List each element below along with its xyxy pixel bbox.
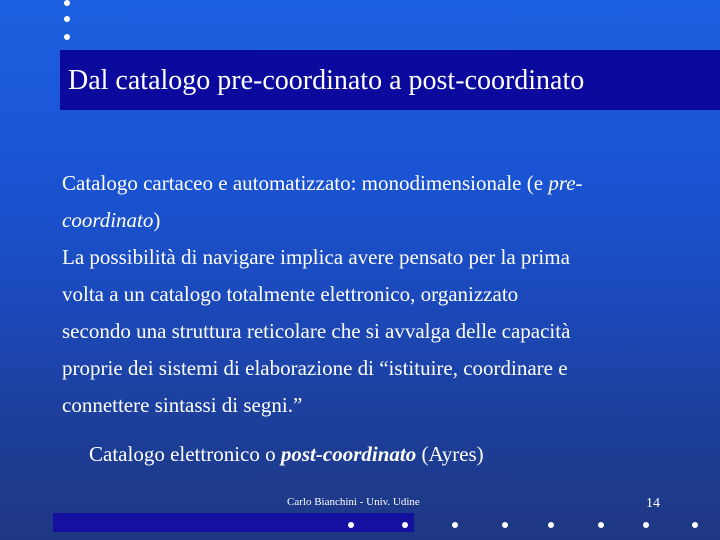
text-run-italic: pre- — [548, 171, 583, 195]
page-number: 14 — [646, 496, 660, 511]
paragraph-catalog-types — [62, 168, 692, 235]
decorative-dot — [402, 522, 408, 528]
decorative-dot — [598, 522, 604, 528]
text-run-bold-italic: post-coordinato — [280, 442, 417, 466]
paragraph-line: connettere sintassi di segni.” — [62, 393, 303, 417]
decorative-dot — [64, 16, 70, 22]
text-run: ) — [153, 208, 161, 232]
title-bar — [60, 50, 720, 110]
paragraph-line — [62, 205, 692, 235]
slide-body — [62, 168, 692, 427]
text-run-italic: coordinato — [62, 208, 154, 232]
paragraph-line: volta a un catalogo totalmente elettronico, organizzato — [62, 282, 519, 306]
decorative-dot — [64, 0, 70, 6]
footer-bar — [53, 513, 414, 532]
paragraph-line: secondo una struttura reticolare che si avvalga delle capacità — [62, 319, 571, 343]
slide-title: Dal catalogo pre-coordinato a post-coordinato — [68, 65, 585, 96]
decorative-dot — [643, 522, 649, 528]
paragraph-navigation — [62, 242, 692, 420]
decorative-dot — [502, 522, 508, 528]
decorative-dot — [348, 522, 354, 528]
decorative-dot — [452, 522, 458, 528]
paragraph-line: La possibilità di navigare implica avere pensato per la prima — [62, 245, 570, 269]
footer-author: Carlo Bianchini - Univ. Udine — [287, 496, 420, 508]
sub-point — [89, 442, 484, 467]
text-run: Catalogo elettronico o — [89, 442, 281, 466]
decorative-dot — [692, 522, 698, 528]
text-run: Catalogo cartaceo e automatizzato: monodimensionale (e — [62, 171, 549, 195]
decorative-dot — [548, 522, 554, 528]
paragraph-line: proprie dei sistemi di elaborazione di “istituire, coordinare e — [62, 356, 568, 380]
text-run: (Ayres) — [416, 442, 484, 466]
paragraph-line — [62, 168, 692, 198]
decorative-dot — [64, 34, 70, 40]
